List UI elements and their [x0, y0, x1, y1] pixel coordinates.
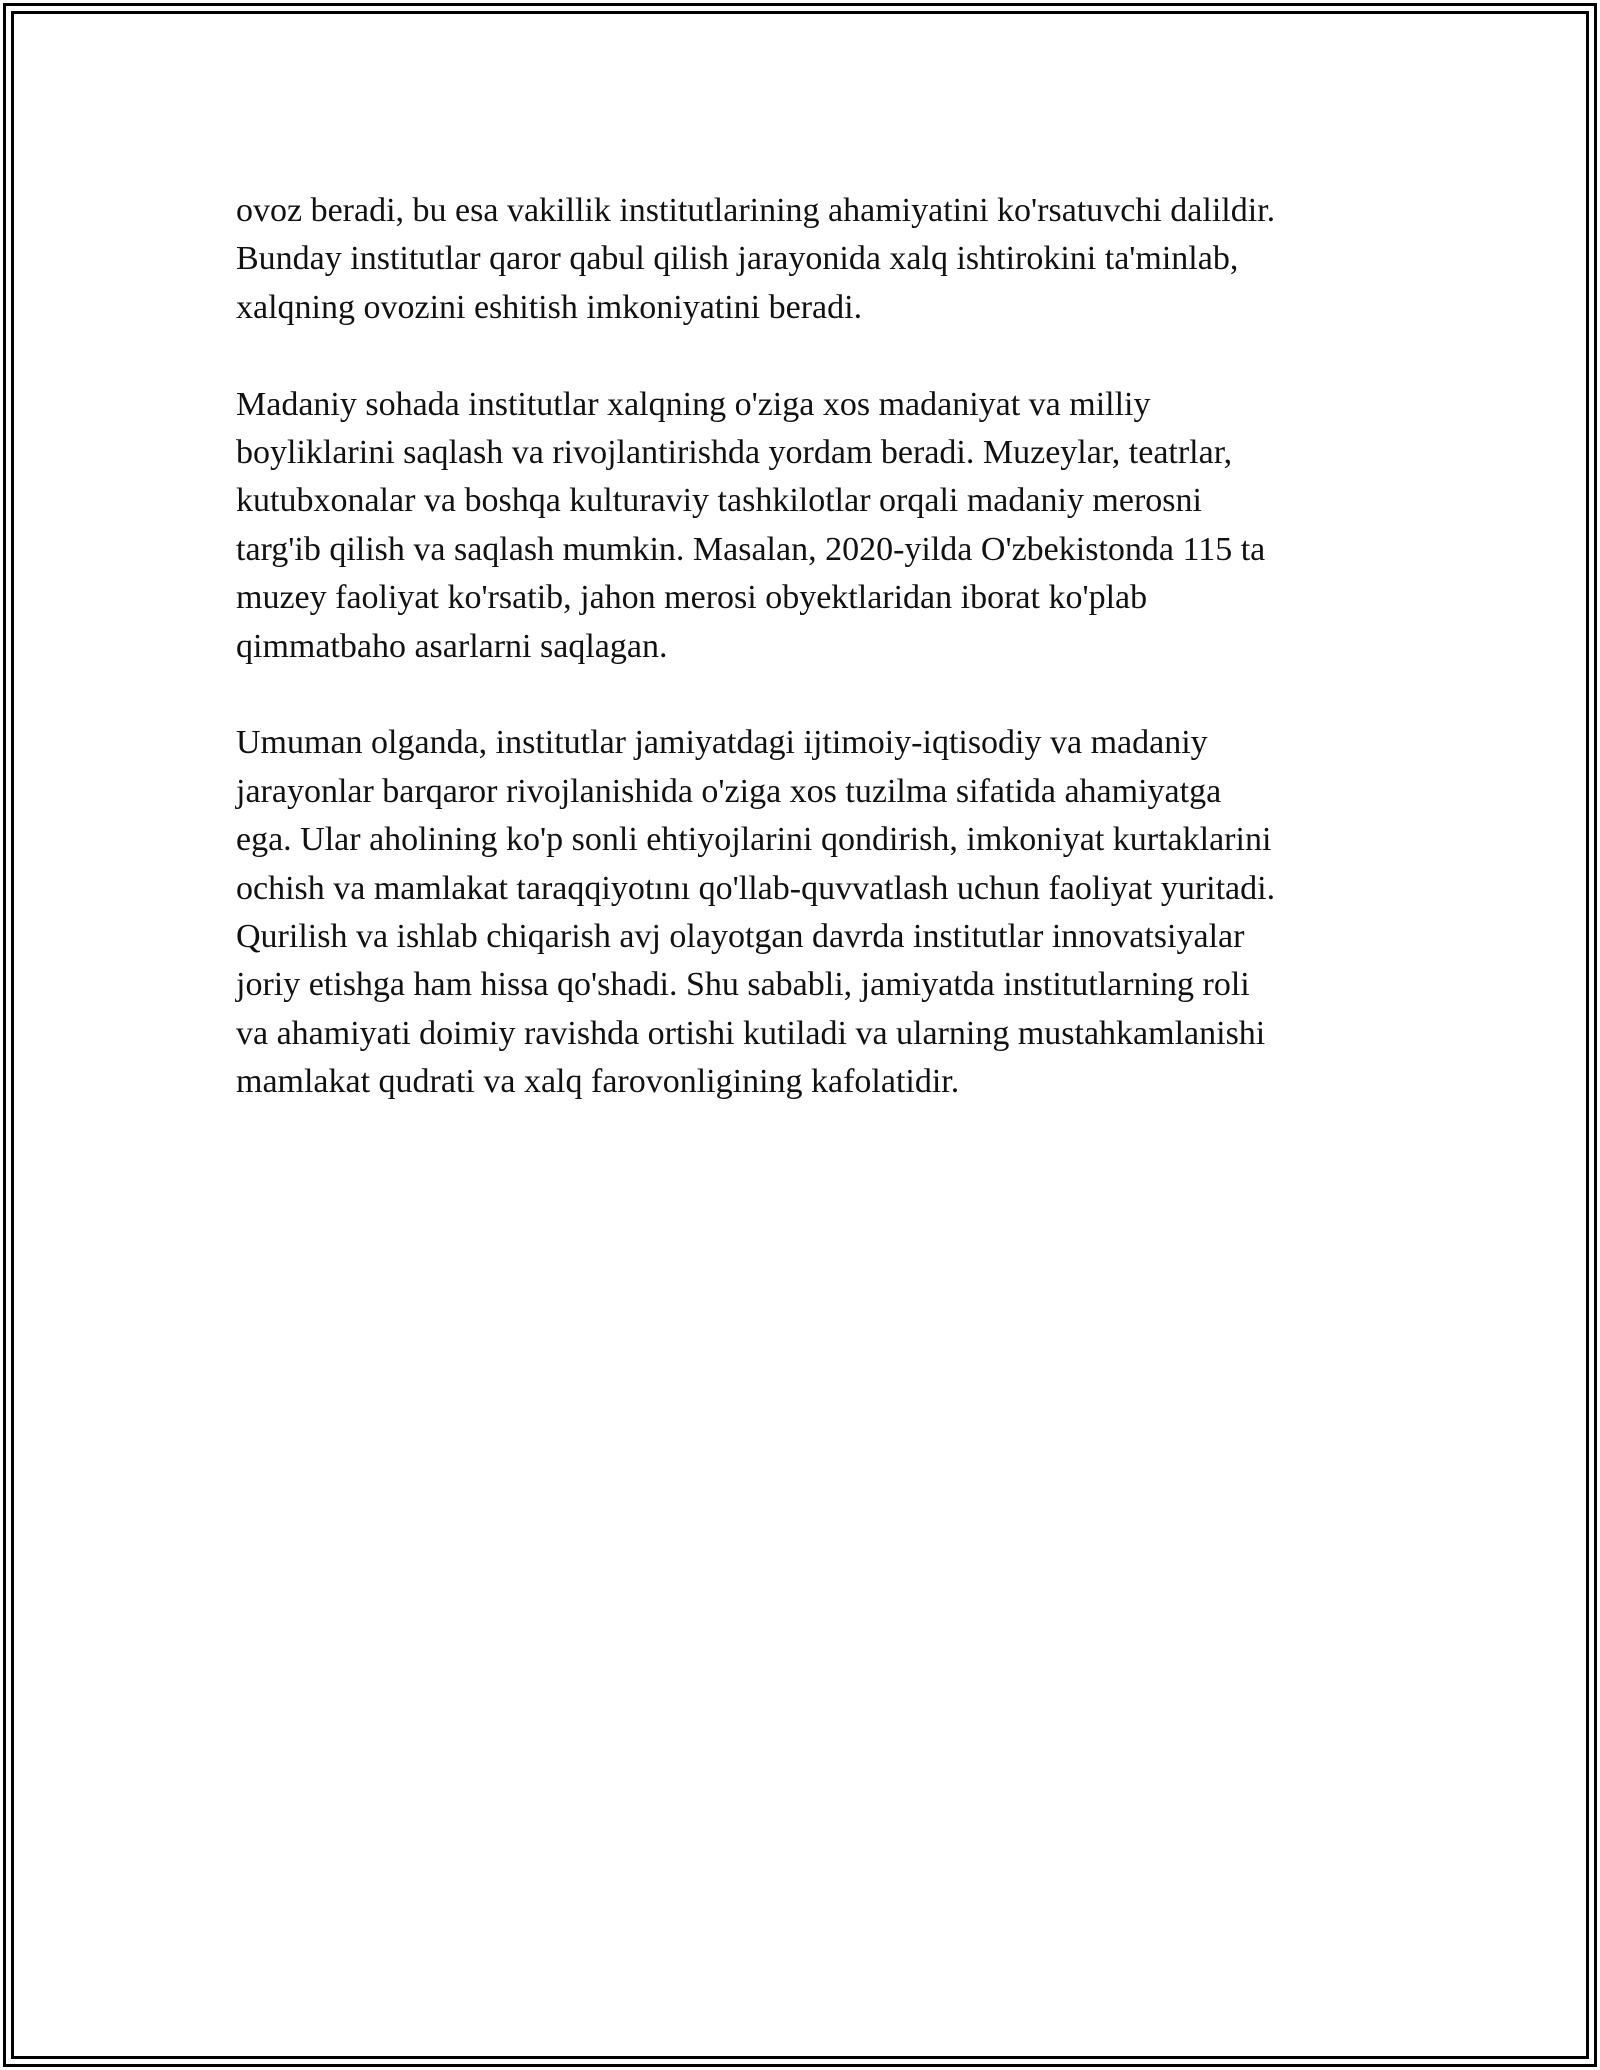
paragraph-representation: ovoz beradi, bu esa vakillik institutlarining ahamiyatini ko'rsatuvchi dalildir. Bunday institutlar qaror qabul qilish jarayonida xalq ishtirokini ta'minlab, xalqning ovozini eshitish imkoniyatini beradi. [236, 192, 1276, 326]
document-body [236, 187, 1366, 1155]
paragraph-culture: Madaniy sohada institutlar xalqning o'ziga xos madaniyat va milliy boyliklarini saqlash va rivojlantirishda yordam beradi. Muzeylar, teatrlar, kutubxonalar va boshqa kulturaviy tashkilotlar orqali madaniy merosni targ'ib qilish va saqlash mumkin. Masalan, 2020-yilda O'zbekistonda 115 ta muzey faoliyat ko'rsatib, jahon merosi obyektlaridan iborat ko'plab qimmatbaho asarlarni saqlagan. [236, 385, 1266, 665]
paragraph-conclusion: Umuman olganda, institutlar jamiyatdagi ijtimoiy-iqtisodiy va madaniy jarayonlar barqaror rivojlanishida o'ziga xos tuzilma sifatida ahamiyatga ega. Ular aholining ko'p sonli ehtiyojlarini qondirish, imkoniyat kurtaklarini ochish va mamlakat taraqqiyotını qo'llab-quvvatlash uchun faoliyat yuritadi. Qurilish va ishlab chiqarish avj olayotgan davrda institutlar innovatsiyalar joriy etishga ham hissa qo'shadi. Shu sababli, jamiyatda institutlarning roli va ahamiyati doimiy ravishda ortishi kutiladi va ularning mustahkamlanishi mamlakat qudrati va xalq farovonligining kafolatidir. [236, 724, 1276, 1101]
